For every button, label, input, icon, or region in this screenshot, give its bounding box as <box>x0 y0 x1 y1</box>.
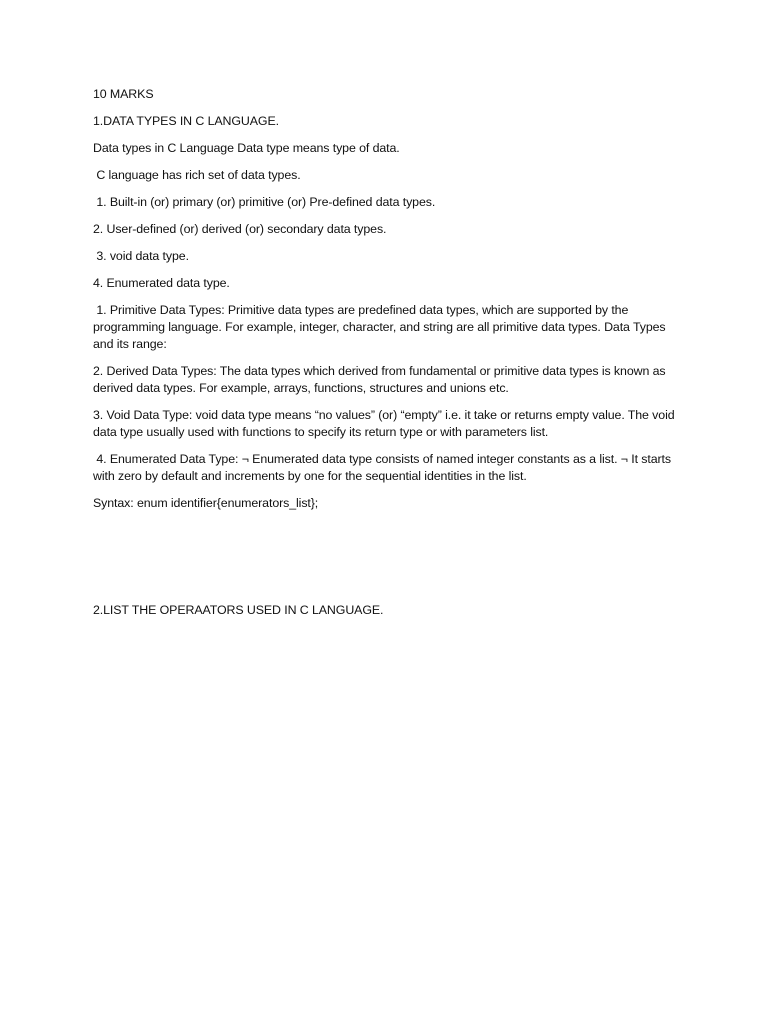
paragraph-derived: 2. Derived Data Types: The data types which derived from fundamental or primitive data types is known as derived data types. For example, arrays, functions, structures and unions etc. <box>93 364 669 395</box>
paragraph-primitive: 1. Primitive Data Types: Primitive data types are predefined data types, which are supported by the programming language. For example, integer, character, and string are all primitive data types. Data Types and its range: <box>93 303 669 351</box>
list-item-builtin: 1. Built-in (or) primary (or) primitive (or) Pre-defined data types. <box>93 195 436 209</box>
section-2-title: 2.LIST THE OPERAATORS USED IN C LANGUAGE. <box>93 603 384 617</box>
section-1-title: 1.DATA TYPES IN C LANGUAGE. <box>93 114 279 128</box>
paragraph-void: 3. Void Data Type: void data type means “no values” (or) “empty” i.e. it take or returns empty value. The void data type usually used with functions to specify its return type or with parameters list. <box>93 408 678 439</box>
paragraph-syntax: Syntax: enum identifier{enumerators_list}; <box>93 496 319 510</box>
paragraph-rich-set: C language has rich set of data types. <box>93 168 301 182</box>
list-item-void: 3. void data type. <box>93 249 189 263</box>
list-item-enumerated: 4. Enumerated data type. <box>93 276 230 290</box>
blank-space <box>93 522 683 602</box>
paragraph-enumerated: 4. Enumerated Data Type: ¬ Enumerated data type consists of named integer constants as a list. ¬ It starts with zero by default and increments by one for the sequential identities in the list. <box>93 452 675 483</box>
paragraph-intro: Data types in C Language Data type means type of data. <box>93 141 400 155</box>
document-body <box>93 86 683 629</box>
list-item-user-defined: 2. User-defined (or) derived (or) secondary data types. <box>93 222 387 236</box>
marks-heading: 10 MARKS <box>93 87 154 101</box>
